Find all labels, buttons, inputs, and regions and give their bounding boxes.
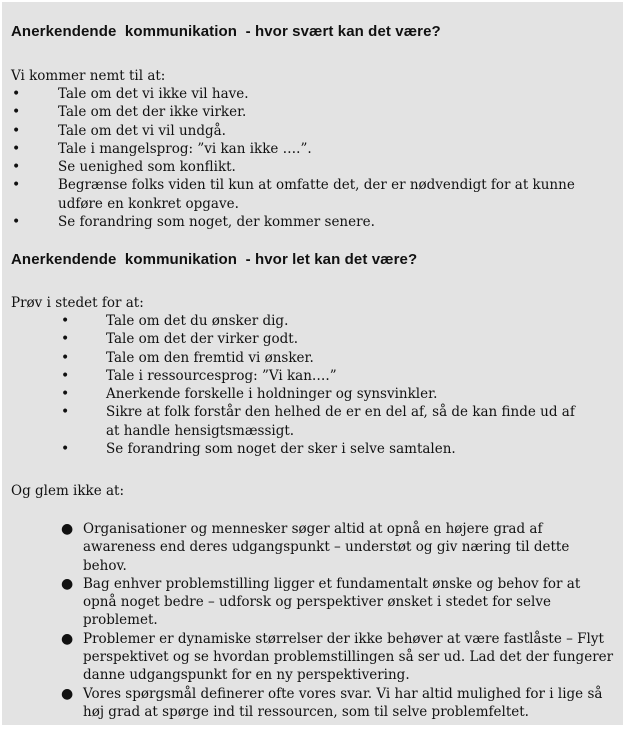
bullet-icon: • — [12, 140, 21, 157]
bullet-icon: • — [12, 214, 21, 231]
bullet-icon: • — [12, 159, 21, 176]
list-item: ● Problemer er dynamiske størrelser der ikke behøver at være fastlåste – Flyt perspektivet og se hvordan problemstillingen så ser ud. Lad det der fungerer danne udgangspunkt for en ny perspektivering. — [61, 630, 614, 684]
section1-heading: Anerkendende kommunikation - hvor svært kan det være? — [11, 23, 441, 40]
list-item: • Tale i ressourcesprog: ”Vi kan….” — [61, 367, 337, 384]
list-item: • Se forandring som noget, der kommer senere. — [12, 214, 375, 231]
bullet-icon: • — [61, 313, 70, 329]
bullet-icon: ● — [61, 685, 74, 702]
section2-list — [61, 312, 586, 458]
bullet-icon: ● — [61, 575, 74, 592]
bullet-icon: • — [12, 122, 21, 139]
bullet-icon: • — [12, 104, 21, 121]
bullet-icon: ● — [61, 630, 74, 647]
list-item: • Begrænse folks viden til kun at omfatte det, der er nødvendigt for at kunne udføre en konkret opgave. — [12, 177, 575, 212]
list-item: ● Vores spørgsmål definerer ofte vores svar. Vi har altid mulighed for i lige så høj grad at spørge ind til ressourcen, som til selve problemfeltet. — [61, 685, 603, 720]
section1-intro: Vi kommer nemt til at: — [11, 68, 166, 84]
section2-intro: Prøv i stedet for at: — [11, 295, 144, 311]
list-item: • Se uenighed som konflikt. — [12, 159, 236, 176]
list-item: • Sikre at folk forstår den helhed de er en del af, så de kan finde ud af at handle hensigtsmæssigt. — [61, 404, 575, 439]
list-item: • Tale om det du ønsker dig. — [61, 313, 289, 329]
bullet-icon: • — [61, 331, 70, 348]
bullet-icon: • — [61, 441, 70, 458]
section3-list — [61, 520, 615, 721]
list-item: • Tale om det der virker godt. — [61, 331, 298, 348]
bullet-icon: • — [61, 349, 70, 366]
bullet-icon: • — [12, 177, 21, 194]
list-item: • Se forandring som noget der sker i selve samtalen. — [61, 441, 456, 458]
bullet-icon: • — [61, 386, 70, 403]
bullet-icon: • — [12, 86, 21, 102]
list-item: • Tale om det vi ikke vil have. — [12, 86, 249, 102]
section1-list — [12, 85, 578, 231]
text-panel — [2, 2, 623, 725]
list-item: ● Organisationer og mennesker søger altid at opnå en højere grad af awareness end deres udgangspunkt – understøt og giv næring til dette behov. — [61, 521, 570, 574]
bullet-icon: • — [61, 404, 70, 421]
section2-heading: Anerkendende kommunikation - hvor let kan det være? — [11, 251, 418, 268]
list-item: • Tale om det der ikke virker. — [12, 104, 247, 121]
bullet-icon: ● — [61, 521, 74, 537]
list-item: • Anerkende forskelle i holdninger og synsvinkler. — [61, 386, 438, 403]
list-item: • Tale i mangelsprog: ”vi kan ikke ….”. — [12, 140, 312, 157]
list-item: • Tale om den fremtid vi ønsker. — [61, 349, 314, 366]
list-item: • Tale om det vi vil undgå. — [12, 122, 226, 139]
section3-intro: Og glem ikke at: — [11, 483, 125, 499]
bullet-icon: • — [61, 367, 70, 384]
list-item: ● Bag enhver problemstilling ligger et fundamentalt ønske og behov for at opnå noget bedre – udforsk og perspektiver ønsket i stedet for selve problemet. — [61, 575, 581, 629]
